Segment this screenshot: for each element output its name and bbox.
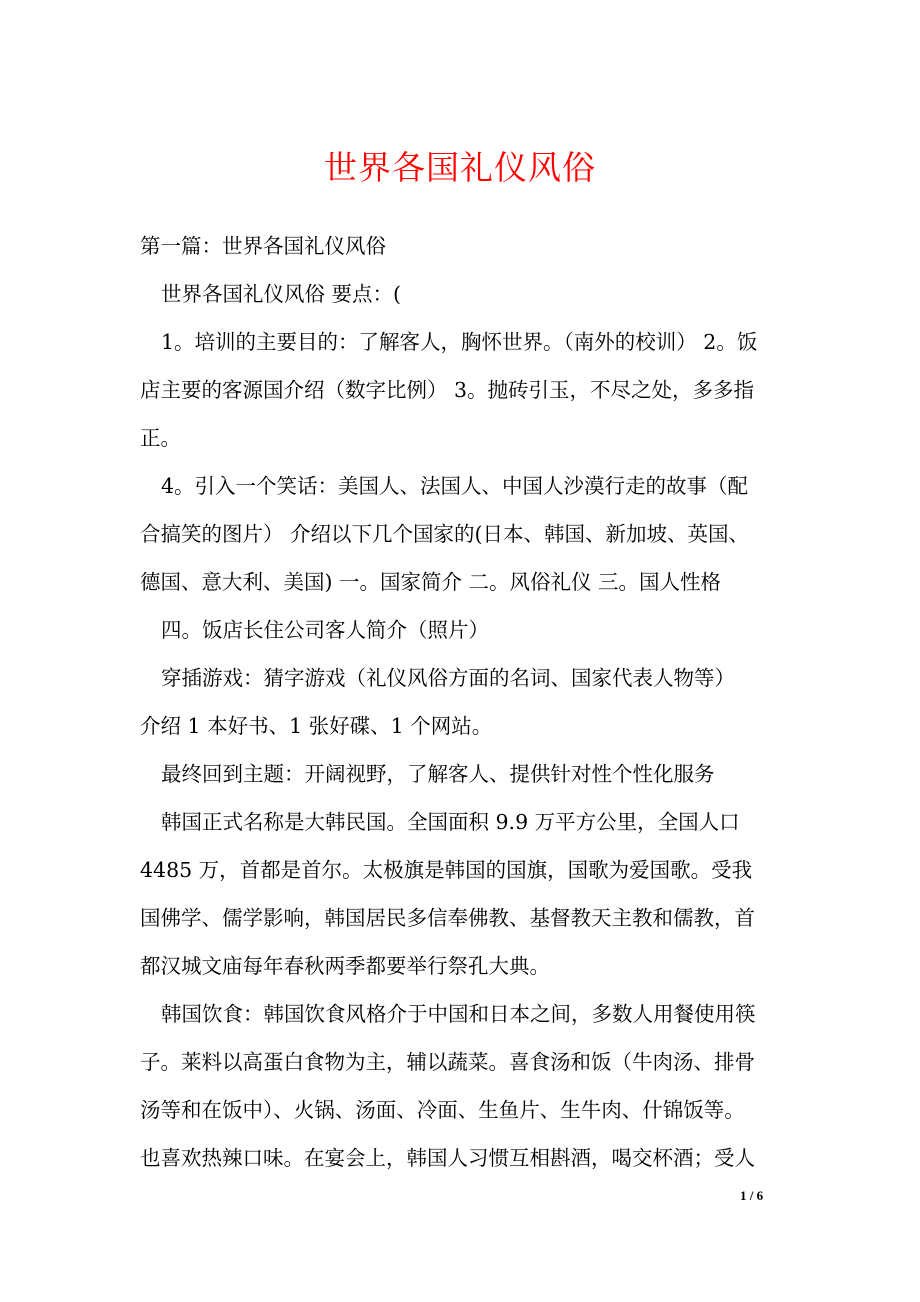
paragraph-line: 穿插游戏：猜字游戏（礼仪风俗方面的名词、国家代表人物等） xyxy=(161,666,735,690)
paragraph-line: 正。 xyxy=(140,426,181,450)
paragraph-line: 1。培训的主要目的：了解客人，胸怀世界。（南外的校训） 2。饭 xyxy=(161,330,758,354)
paragraph-line: 介绍 1 本好书、1 张好碟、1 个网站。 xyxy=(140,714,493,738)
paragraph-line: 国佛学、儒学影响，韩国居民多信奉佛教、基督教天主教和儒教，首 xyxy=(140,906,755,930)
paragraph-line: 韩国正式名称是大韩民国。全国面积 9.9 万平方公里，全国人口 xyxy=(161,810,740,834)
paragraph-line: 最终回到主题：开阔视野，了解客人、提供针对性个性化服务 xyxy=(161,762,715,786)
paragraph-line: 德国、意大利、美国) 一。国家简介 二。风俗礼仪 三。国人性格 xyxy=(140,570,722,594)
document-title: 世界各国礼仪风俗 xyxy=(324,148,596,187)
paragraph-line: 韩国饮食：韩国饮食风格介于中国和日本之间，多数人用餐使用筷 xyxy=(161,1002,756,1026)
paragraph-line: 都汉城文庙每年春秋两季都要举行祭孔大典。 xyxy=(140,954,550,978)
paragraph-line: 合搞笑的图片） 介绍以下几个国家的(日本、韩国、新加坡、英国、 xyxy=(140,522,750,546)
paragraph-line: 四。饭店长住公司客人简介（照片） xyxy=(161,618,489,642)
page-number: 1 / 6 xyxy=(740,1188,764,1203)
paragraph-line: 店主要的客源国介绍（数字比例） 3。抛砖引玉，不尽之处，多多指 xyxy=(140,378,755,402)
paragraph-line: 4485 万，首都是首尔。太极旗是韩国的国旗，国歌为爱国歌。受我 xyxy=(140,858,753,882)
paragraph-line: 4。引入一个笑话：美国人、法国人、中国人沙漠行走的故事（配 xyxy=(161,474,749,498)
paragraph-line: 子。莱料以高蛋白食物为主，辅以蔬菜。喜食汤和饭（牛肉汤、排骨 xyxy=(140,1050,755,1074)
paragraph-line: 汤等和在饭中）、火锅、汤面、冷面、生鱼片、生牛肉、什锦饭等。 xyxy=(140,1098,745,1122)
paragraph-line: 也喜欢热辣口味。在宴会上，韩国人习惯互相斟酒，喝交杯酒；受人 xyxy=(140,1146,755,1170)
section-heading: 第一篇：世界各国礼仪风俗 xyxy=(140,234,386,258)
paragraph-line: 世界各国礼仪风俗 要点：( xyxy=(161,282,402,306)
